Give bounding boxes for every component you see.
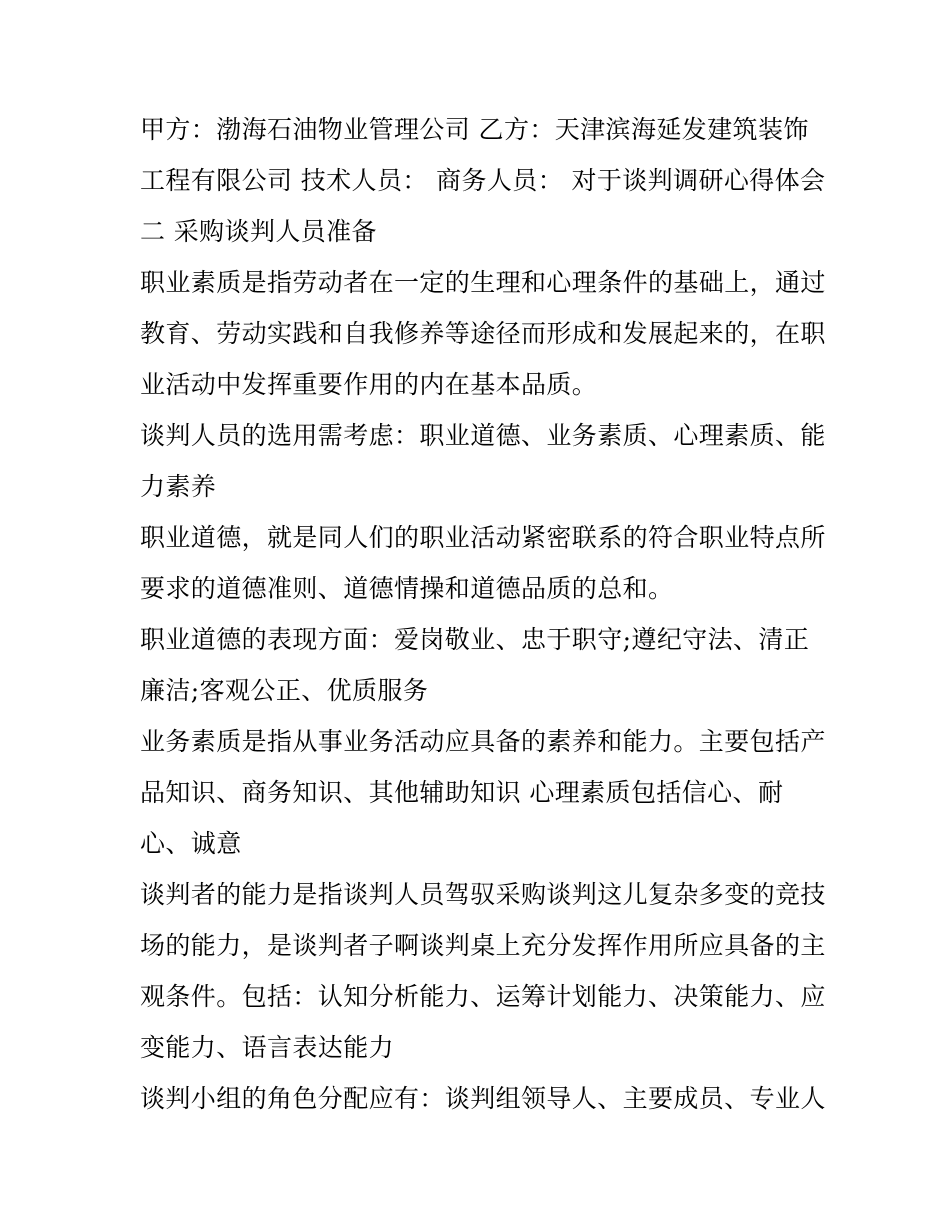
text-line: 谈判人员的选用需考虑：职业道德、业务素质、心理素质、能 bbox=[140, 421, 826, 450]
text-line: 职业道德的表现方面：爱岗敬业、忠于职守;遵纪守法、清正 bbox=[140, 625, 810, 654]
text-line: 工程有限公司 技术人员： 商务人员： 对于谈判调研心得体会 bbox=[140, 166, 826, 195]
text-line: 职业素质是指劳动者在一定的生理和心理条件的基础上，通过 bbox=[140, 268, 826, 297]
text-line: 业活动中发挥重要作用的内在基本品质。 bbox=[140, 370, 598, 399]
text-line: 业务素质是指从事业务活动应具备的素养和能力。主要包括产 bbox=[140, 727, 826, 756]
section-heading: 二 采购谈判人员准备 bbox=[140, 217, 377, 246]
document-body bbox=[140, 104, 826, 1124]
text-line: 心、诚意 bbox=[140, 829, 242, 858]
text-line: 谈判小组的角色分配应有：谈判组领导人、主要成员、专业人 bbox=[140, 1084, 826, 1113]
text-line: 变能力、语言表达能力 bbox=[140, 1033, 395, 1062]
text-line: 谈判者的能力是指谈判人员驾驭采购谈判这儿复杂多变的竞技 bbox=[140, 880, 826, 909]
text-line: 廉洁;客观公正、优质服务 bbox=[140, 676, 429, 705]
text-line: 力素养 bbox=[140, 472, 217, 501]
text-line: 品知识、商务知识、其他辅助知识 心理素质包括信心、耐 bbox=[140, 778, 784, 807]
text-line: 要求的道德准则、道德情操和道德品质的总和。 bbox=[140, 574, 674, 603]
text-line: 教育、劳动实践和自我修养等途径而形成和发展起来的，在职 bbox=[140, 319, 826, 348]
text-line: 职业道德，就是同人们的职业活动紧密联系的符合职业特点所 bbox=[140, 523, 826, 552]
text-line: 场的能力，是谈判者子啊谈判桌上充分发挥作用所应具备的主 bbox=[140, 931, 826, 960]
text-line: 观条件。包括：认知分析能力、运筹计划能力、决策能力、应 bbox=[140, 982, 826, 1011]
text-line: 甲方：渤海石油物业管理公司 乙方：天津滨海延发建筑装饰 bbox=[140, 115, 809, 144]
